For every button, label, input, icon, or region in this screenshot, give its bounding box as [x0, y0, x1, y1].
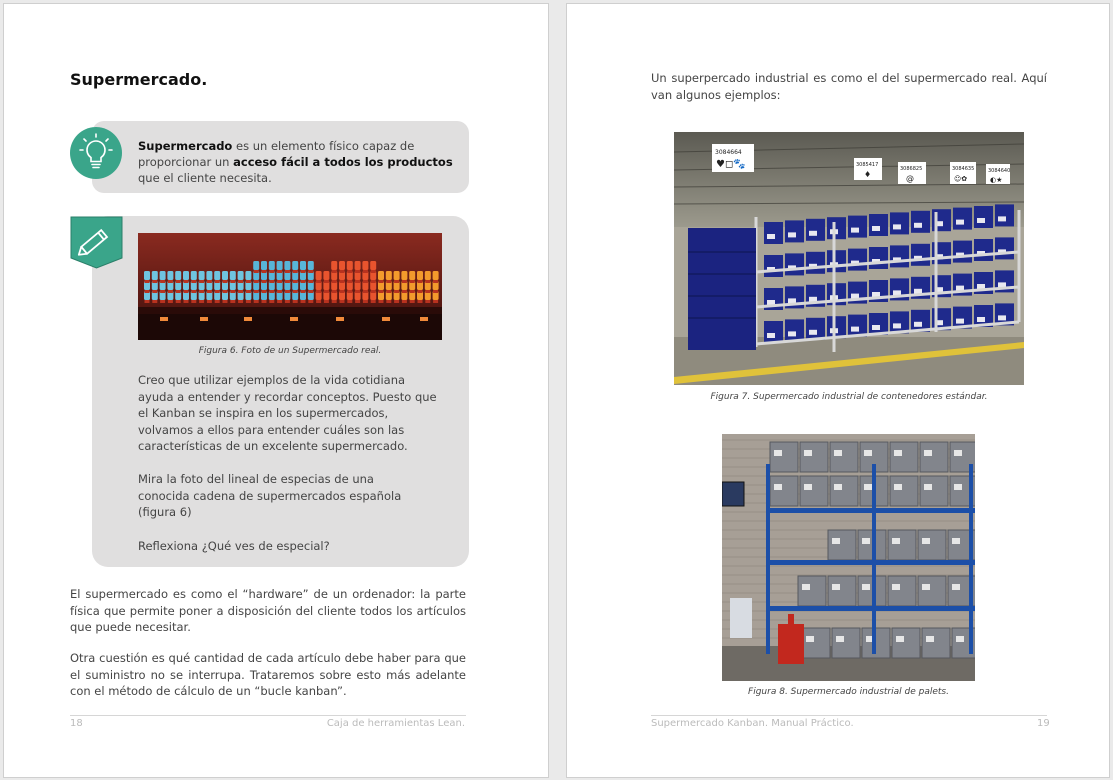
figure-8-caption: Figura 8. Supermercado industrial de palets.: [748, 687, 949, 697]
left-page: [3, 3, 549, 778]
intro-paragraph: Un superpercado industrial es como el del supermercado real. Aquí van algunos ejemplos:: [651, 71, 1047, 102]
body-paragraph-1: El supermercado es como el “hardware” de un ordenador: la parte física que permite poner a disposición del cliente todos los artículos que puede necesitar.: [70, 587, 466, 634]
svg-text:☺✿: ☺✿: [954, 175, 968, 183]
footer-divider: [651, 715, 1047, 716]
pencil-icon: [70, 216, 123, 269]
sign-label-2: 3085417: [856, 162, 879, 168]
pallet-supermarket-photo: [722, 434, 975, 681]
svg-text:♦: ♦: [864, 170, 872, 179]
spice-shelf-photo: [138, 233, 442, 340]
footer-book-title: Supermercado Kanban. Manual Práctico.: [651, 718, 854, 729]
exercise-paragraph-1: Creo que utilizar ejemplos de la vida cotidiana ayuda a entender y recordar conceptos. Puesto que el Kanban se inspira en los supermercados, volvamos a ellos para entender cuáles son las características de un excelente supermercado.: [138, 373, 437, 453]
svg-text:@: @: [906, 174, 914, 183]
svg-text:◐★: ◐★: [990, 176, 1003, 184]
definition-term: Supermercado: [138, 139, 233, 153]
svg-text:♥◻🐾: ♥◻🐾: [716, 159, 746, 170]
page-title: Supermercado.: [70, 70, 208, 89]
page-number: 19: [1037, 718, 1050, 729]
sign-label-5: 3084640: [988, 168, 1011, 174]
exercise-paragraph-3: Reflexiona ¿Qué ves de especial?: [138, 539, 330, 553]
exercise-paragraph-2: Mira la foto del lineal de especias de una conocida cadena de supermercados española (figura 6): [138, 472, 402, 519]
container-supermarket-photo: [674, 132, 1024, 385]
body-paragraph-2: Otra cuestión es qué cantidad de cada artículo debe haber para que el suministro no se interrupa. Trataremos sobre esto más adelante con el método de cálculo de un “bucle kanban”.: [70, 651, 466, 698]
right-page: [566, 3, 1110, 778]
footer-divider: [70, 715, 466, 716]
footer-book-title: Caja de herramientas Lean.: [326, 718, 465, 729]
lightbulb-icon: [70, 127, 122, 179]
sign-label-1: 3084664: [715, 149, 742, 156]
definition-text: Supermercado es un elemento físico capaz de proporcionar un acceso fácil a todos los productos que el cliente necesita.: [138, 139, 453, 185]
figure-6-caption: Figura 6. Foto de un Supermercado real.: [198, 346, 382, 356]
page-number: 18: [70, 718, 83, 729]
sign-label-4: 3084635: [952, 166, 975, 172]
figure-7-caption: Figura 7. Supermercado industrial de contenedores estándar.: [710, 392, 988, 402]
sign-label-3: 3086825: [900, 166, 923, 172]
